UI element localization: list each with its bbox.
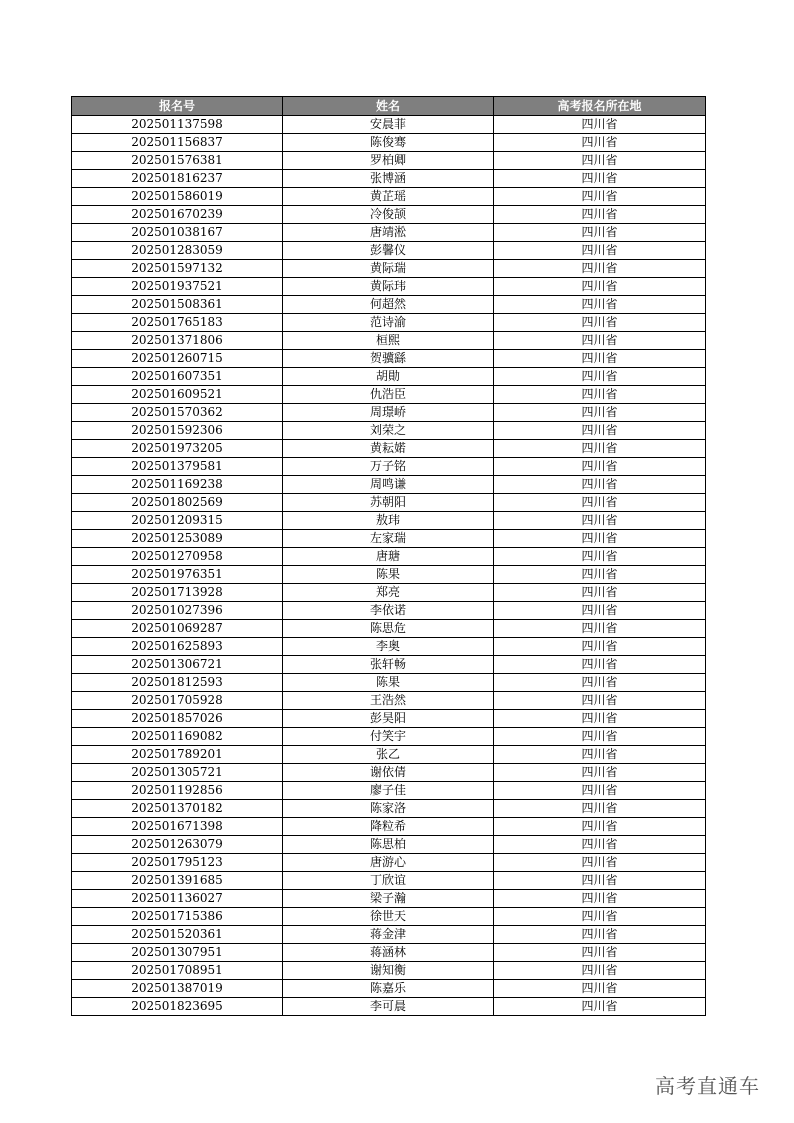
table-row — [72, 980, 706, 998]
watermark-text: 高考直通车 — [655, 1074, 760, 1098]
cell-registration-number: 202501169082 — [72, 728, 283, 746]
cell-registration-location: 四川省 — [494, 134, 706, 152]
table-row — [72, 458, 706, 476]
cell-name: 张博涵 — [283, 170, 494, 188]
cell-name: 陈思柏 — [283, 836, 494, 854]
table-row — [72, 512, 706, 530]
table-row — [72, 620, 706, 638]
table-row — [72, 278, 706, 296]
cell-registration-number: 202501305721 — [72, 764, 283, 782]
table-row — [72, 476, 706, 494]
cell-registration-location: 四川省 — [494, 818, 706, 836]
cell-name: 敖玮 — [283, 512, 494, 530]
cell-registration-number: 202501671398 — [72, 818, 283, 836]
cell-registration-number: 202501156837 — [72, 134, 283, 152]
cell-registration-location: 四川省 — [494, 368, 706, 386]
table-row — [72, 674, 706, 692]
cell-registration-location: 四川省 — [494, 764, 706, 782]
cell-registration-number: 202501713928 — [72, 584, 283, 602]
cell-registration-location: 四川省 — [494, 440, 706, 458]
cell-name: 万子铭 — [283, 458, 494, 476]
cell-registration-number: 202501973205 — [72, 440, 283, 458]
table-row — [72, 638, 706, 656]
cell-registration-number: 202501670239 — [72, 206, 283, 224]
cell-registration-number: 202501976351 — [72, 566, 283, 584]
cell-name: 李奥 — [283, 638, 494, 656]
cell-registration-number: 202501823695 — [72, 998, 283, 1016]
cell-registration-number: 202501136027 — [72, 890, 283, 908]
cell-registration-location: 四川省 — [494, 296, 706, 314]
cell-registration-number: 202501379581 — [72, 458, 283, 476]
header-registration-number: 报名号 — [72, 97, 283, 116]
cell-name: 桓熙 — [283, 332, 494, 350]
table-row — [72, 710, 706, 728]
table-row — [72, 170, 706, 188]
cell-registration-number: 202501812593 — [72, 674, 283, 692]
table-row — [72, 962, 706, 980]
cell-name: 苏朝阳 — [283, 494, 494, 512]
cell-name: 张乙 — [283, 746, 494, 764]
cell-registration-location: 四川省 — [494, 278, 706, 296]
table-row — [72, 818, 706, 836]
cell-name: 刘荣之 — [283, 422, 494, 440]
cell-registration-location: 四川省 — [494, 548, 706, 566]
cell-registration-location: 四川省 — [494, 260, 706, 278]
cell-registration-location: 四川省 — [494, 476, 706, 494]
cell-registration-number: 202501263079 — [72, 836, 283, 854]
cell-name: 陈俊骞 — [283, 134, 494, 152]
cell-registration-location: 四川省 — [494, 782, 706, 800]
cell-name: 彭昊阳 — [283, 710, 494, 728]
table-row — [72, 692, 706, 710]
table-row — [72, 296, 706, 314]
table-row — [72, 116, 706, 134]
table-row — [72, 746, 706, 764]
cell-name: 黄耘婼 — [283, 440, 494, 458]
cell-registration-number: 202501038167 — [72, 224, 283, 242]
cell-registration-location: 四川省 — [494, 458, 706, 476]
cell-registration-number: 202501387019 — [72, 980, 283, 998]
cell-name: 谢知衡 — [283, 962, 494, 980]
table-row — [72, 872, 706, 890]
cell-name: 付笑宇 — [283, 728, 494, 746]
cell-registration-location: 四川省 — [494, 944, 706, 962]
cell-registration-location: 四川省 — [494, 332, 706, 350]
table-row — [72, 944, 706, 962]
table-row — [72, 422, 706, 440]
cell-registration-number: 202501270958 — [72, 548, 283, 566]
cell-registration-number: 202501570362 — [72, 404, 283, 422]
cell-name: 陈思危 — [283, 620, 494, 638]
cell-name: 仇浩臣 — [283, 386, 494, 404]
cell-name: 黄际瑞 — [283, 260, 494, 278]
cell-name: 郑亮 — [283, 584, 494, 602]
cell-registration-location: 四川省 — [494, 656, 706, 674]
cell-registration-number: 202501137598 — [72, 116, 283, 134]
cell-registration-location: 四川省 — [494, 710, 706, 728]
table-row — [72, 728, 706, 746]
cell-registration-number: 202501391685 — [72, 872, 283, 890]
cell-registration-number: 202501937521 — [72, 278, 283, 296]
table-row — [72, 854, 706, 872]
cell-registration-location: 四川省 — [494, 962, 706, 980]
table-body — [72, 116, 706, 1016]
cell-registration-location: 四川省 — [494, 638, 706, 656]
header-name: 姓名 — [283, 97, 494, 116]
table-row — [72, 800, 706, 818]
table-row — [72, 566, 706, 584]
cell-registration-number: 202501607351 — [72, 368, 283, 386]
cell-registration-number: 202501597132 — [72, 260, 283, 278]
cell-name: 陈家洛 — [283, 800, 494, 818]
cell-name: 廖子佳 — [283, 782, 494, 800]
cell-registration-location: 四川省 — [494, 350, 706, 368]
cell-registration-location: 四川省 — [494, 908, 706, 926]
cell-registration-number: 202501795123 — [72, 854, 283, 872]
cell-name: 王浩然 — [283, 692, 494, 710]
cell-registration-location: 四川省 — [494, 188, 706, 206]
table-row — [72, 350, 706, 368]
cell-name: 黄芷瑶 — [283, 188, 494, 206]
cell-name: 蒋金津 — [283, 926, 494, 944]
cell-registration-number: 202501192856 — [72, 782, 283, 800]
table-row — [72, 782, 706, 800]
table-header-row — [72, 97, 706, 116]
table-row — [72, 548, 706, 566]
table-row — [72, 404, 706, 422]
cell-registration-number: 202501069287 — [72, 620, 283, 638]
cell-name: 张轩畅 — [283, 656, 494, 674]
table-row — [72, 836, 706, 854]
cell-registration-number: 202501253089 — [72, 530, 283, 548]
cell-name: 陈嘉乐 — [283, 980, 494, 998]
cell-name: 罗柏卿 — [283, 152, 494, 170]
cell-name: 谢依倩 — [283, 764, 494, 782]
cell-registration-location: 四川省 — [494, 602, 706, 620]
cell-registration-location: 四川省 — [494, 314, 706, 332]
table-row — [72, 206, 706, 224]
table-row — [72, 998, 706, 1016]
cell-name: 蒋涵林 — [283, 944, 494, 962]
cell-registration-number: 202501209315 — [72, 512, 283, 530]
cell-registration-location: 四川省 — [494, 926, 706, 944]
cell-name: 何超然 — [283, 296, 494, 314]
cell-name: 李可晨 — [283, 998, 494, 1016]
cell-registration-number: 202501283059 — [72, 242, 283, 260]
table-row — [72, 908, 706, 926]
table-row — [72, 134, 706, 152]
table-row — [72, 386, 706, 404]
table-row — [72, 602, 706, 620]
cell-name: 梁子瀚 — [283, 890, 494, 908]
cell-registration-location: 四川省 — [494, 854, 706, 872]
cell-registration-location: 四川省 — [494, 728, 706, 746]
cell-registration-location: 四川省 — [494, 224, 706, 242]
cell-registration-location: 四川省 — [494, 746, 706, 764]
cell-registration-number: 202501307951 — [72, 944, 283, 962]
table-row — [72, 332, 706, 350]
cell-registration-number: 202501765183 — [72, 314, 283, 332]
table-row — [72, 188, 706, 206]
cell-name: 唐靖淞 — [283, 224, 494, 242]
table-row — [72, 530, 706, 548]
cell-name: 降粒希 — [283, 818, 494, 836]
cell-name: 冷俊颉 — [283, 206, 494, 224]
cell-name: 周璟峤 — [283, 404, 494, 422]
cell-registration-number: 202501169238 — [72, 476, 283, 494]
cell-name: 周鸣谦 — [283, 476, 494, 494]
cell-registration-number: 202501715386 — [72, 908, 283, 926]
cell-registration-number: 202501857026 — [72, 710, 283, 728]
cell-registration-location: 四川省 — [494, 530, 706, 548]
cell-registration-number: 202501576381 — [72, 152, 283, 170]
cell-registration-number: 202501705928 — [72, 692, 283, 710]
cell-name: 胡勛 — [283, 368, 494, 386]
table-row — [72, 890, 706, 908]
cell-registration-number: 202501260715 — [72, 350, 283, 368]
cell-registration-number: 202501625893 — [72, 638, 283, 656]
table-row — [72, 764, 706, 782]
cell-registration-location: 四川省 — [494, 692, 706, 710]
table-row — [72, 440, 706, 458]
cell-name: 贺骥繇 — [283, 350, 494, 368]
cell-registration-number: 202501609521 — [72, 386, 283, 404]
cell-name: 丁欣谊 — [283, 872, 494, 890]
cell-registration-number: 202501802569 — [72, 494, 283, 512]
table-row — [72, 584, 706, 602]
cell-name: 彭馨仪 — [283, 242, 494, 260]
cell-name: 左家瑞 — [283, 530, 494, 548]
cell-name: 李依诺 — [283, 602, 494, 620]
cell-name: 安晨菲 — [283, 116, 494, 134]
table-row — [72, 224, 706, 242]
table-row — [72, 926, 706, 944]
header-registration-location: 高考报名所在地 — [494, 97, 706, 116]
cell-registration-location: 四川省 — [494, 872, 706, 890]
cell-registration-number: 202501789201 — [72, 746, 283, 764]
cell-name: 陈果 — [283, 674, 494, 692]
cell-registration-location: 四川省 — [494, 674, 706, 692]
cell-registration-location: 四川省 — [494, 494, 706, 512]
cell-registration-location: 四川省 — [494, 422, 706, 440]
cell-registration-location: 四川省 — [494, 206, 706, 224]
cell-registration-location: 四川省 — [494, 584, 706, 602]
cell-registration-number: 202501586019 — [72, 188, 283, 206]
cell-name: 唐瑭 — [283, 548, 494, 566]
cell-registration-location: 四川省 — [494, 800, 706, 818]
table-row — [72, 152, 706, 170]
cell-name: 陈果 — [283, 566, 494, 584]
cell-name: 徐世天 — [283, 908, 494, 926]
cell-registration-number: 202501708951 — [72, 962, 283, 980]
cell-registration-number: 202501520361 — [72, 926, 283, 944]
cell-registration-location: 四川省 — [494, 998, 706, 1016]
cell-registration-location: 四川省 — [494, 836, 706, 854]
cell-registration-location: 四川省 — [494, 170, 706, 188]
cell-registration-location: 四川省 — [494, 980, 706, 998]
cell-registration-number: 202501371806 — [72, 332, 283, 350]
cell-registration-location: 四川省 — [494, 566, 706, 584]
cell-registration-location: 四川省 — [494, 116, 706, 134]
table-row — [72, 368, 706, 386]
cell-registration-number: 202501508361 — [72, 296, 283, 314]
table-row — [72, 260, 706, 278]
cell-registration-number: 202501027396 — [72, 602, 283, 620]
cell-name: 黄际玮 — [283, 278, 494, 296]
table-row — [72, 656, 706, 674]
cell-registration-number: 202501592306 — [72, 422, 283, 440]
table-row — [72, 494, 706, 512]
cell-registration-location: 四川省 — [494, 242, 706, 260]
cell-registration-location: 四川省 — [494, 386, 706, 404]
admission-list-table — [71, 96, 706, 1016]
cell-registration-number: 202501370182 — [72, 800, 283, 818]
cell-name: 范诗渝 — [283, 314, 494, 332]
table-row — [72, 242, 706, 260]
cell-registration-number: 202501306721 — [72, 656, 283, 674]
cell-name: 唐游心 — [283, 854, 494, 872]
cell-registration-location: 四川省 — [494, 512, 706, 530]
cell-registration-location: 四川省 — [494, 620, 706, 638]
cell-registration-location: 四川省 — [494, 152, 706, 170]
table-row — [72, 314, 706, 332]
cell-registration-location: 四川省 — [494, 890, 706, 908]
cell-registration-number: 202501816237 — [72, 170, 283, 188]
cell-registration-location: 四川省 — [494, 404, 706, 422]
